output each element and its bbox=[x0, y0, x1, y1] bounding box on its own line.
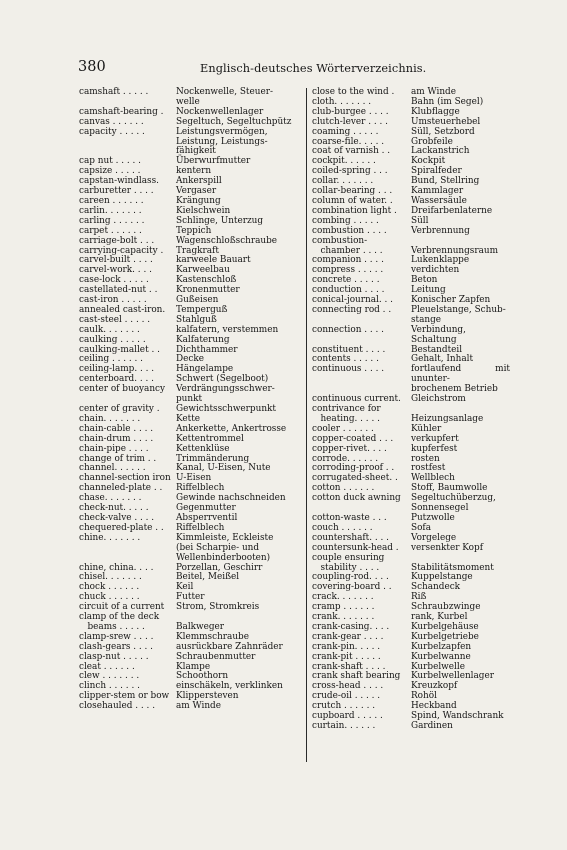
entry-term: crank. . . . . . . bbox=[312, 612, 375, 623]
entry-translation: Gewichtsschwerpunkt bbox=[176, 404, 276, 414]
entry-term: center of gravity . bbox=[79, 404, 160, 414]
entry-translation: Gardinen bbox=[411, 721, 453, 731]
entry-term: coupling-rod. . . . bbox=[312, 572, 389, 583]
entry-term: carpet . . . . . . bbox=[79, 225, 142, 236]
entry-translation: versenkter Kopf bbox=[411, 542, 483, 553]
entry-translation: Stabilitätsmoment bbox=[411, 562, 494, 573]
dictionary-entry bbox=[312, 365, 510, 385]
entry-translation: Dichthammer bbox=[176, 344, 238, 355]
entry-translation: Teppich bbox=[176, 225, 212, 236]
entry-term: ceiling-lamp. . . . bbox=[79, 364, 155, 375]
entry-term: constituent . . . . bbox=[312, 344, 386, 355]
entry-translation: Kurbelwelle bbox=[411, 661, 465, 672]
entry-term: carling . . . . . . bbox=[79, 215, 145, 226]
entry-term: chine. . . . . . . bbox=[79, 532, 141, 543]
entry-term: coarse-file. . . . . bbox=[312, 136, 385, 147]
entry-translation: Schwert (Segelboot) bbox=[176, 374, 269, 385]
entry-term: stability . . . . bbox=[312, 562, 380, 573]
entry-translation: Wellenbinderbooten) bbox=[176, 552, 271, 563]
entry-translation: Kronenmutter bbox=[176, 285, 240, 296]
entry-translation: karweele Bauart bbox=[176, 255, 251, 266]
entry-translation: Stahlguß bbox=[176, 314, 217, 325]
entry-translation: Krängung bbox=[176, 195, 221, 206]
entry-term: cooler . . . . . . bbox=[312, 423, 374, 434]
entry-term: channeled-plate . . bbox=[79, 483, 163, 494]
entry-term: companion . . . . bbox=[312, 255, 384, 266]
entry-translation: Nockenwelle, Steuer- bbox=[176, 87, 273, 97]
entry-translation: Kurbelgetriebe bbox=[411, 631, 479, 642]
entry-translation: Leistung, Leistungs- bbox=[176, 136, 268, 147]
entry-term: combustion- bbox=[312, 235, 368, 246]
entry-term: clinch . . . . . . bbox=[79, 681, 140, 692]
entry-translation: Bund, Stellring bbox=[411, 176, 480, 187]
entry-term: clamp-srew . . . . bbox=[79, 631, 154, 642]
entry-term: compress . . . . . bbox=[312, 265, 384, 276]
entry-translation: Lukenklappe bbox=[411, 255, 470, 266]
entry-translation: brochenem Betrieb bbox=[411, 384, 498, 395]
entry-term bbox=[79, 554, 176, 564]
left-column bbox=[79, 88, 301, 712]
entry-translation: Gegenmutter bbox=[176, 503, 236, 514]
entry-translation: Gewinde nachschneiden bbox=[176, 493, 286, 504]
entry-term: camshaft-bearing . bbox=[79, 106, 164, 117]
entry-translation: Beton bbox=[411, 275, 438, 286]
entry-term: clipper-stem or bow bbox=[79, 691, 170, 702]
page-number: 380 bbox=[78, 59, 106, 75]
entry-translation: Kockpit bbox=[411, 156, 446, 167]
entry-term: combustion . . . . bbox=[312, 225, 387, 236]
entry-translation: ausrückbare Zahnräder bbox=[176, 641, 283, 652]
entry-term: camshaft . . . . . bbox=[79, 87, 149, 97]
entry-term: clamp of the deck bbox=[79, 612, 160, 623]
entry-translation: kupferfest bbox=[411, 443, 458, 454]
entry-term: collar. . . . . . . bbox=[312, 176, 374, 187]
entry-term: capstan-windlass. bbox=[79, 176, 159, 187]
entry-term: cramp . . . . . . bbox=[312, 602, 375, 613]
entry-term: cross-head . . . . bbox=[312, 681, 384, 692]
entry-term: carrying-capacity . bbox=[79, 245, 164, 256]
entry-translation: Klampe bbox=[176, 661, 211, 672]
entry-translation: Klubflagge bbox=[411, 106, 460, 117]
entry-translation: Gußeisen bbox=[176, 295, 219, 306]
entry-term: corrode. . . . . . bbox=[312, 453, 379, 464]
entry-translation bbox=[411, 554, 510, 564]
entry-term: cast-steel . . . . . bbox=[79, 314, 151, 325]
entry-translation: Bestandteil bbox=[411, 344, 463, 355]
entry-term: channel-section iron bbox=[79, 473, 171, 484]
entry-translation: Temperguß bbox=[176, 304, 228, 315]
entry-term: crutch . . . . . . bbox=[312, 701, 376, 712]
entry-translation: Strom, Stromkreis bbox=[176, 602, 260, 613]
entry-translation: Balkweger bbox=[176, 621, 225, 632]
entry-translation: kalfatern, verstemmen bbox=[176, 324, 279, 335]
entry-term: crank-casing. . . . bbox=[312, 621, 390, 632]
entry-term: cupboard . . . . . bbox=[312, 711, 383, 722]
entry-term: ceiling . . . . . . bbox=[79, 354, 143, 365]
entry-translation bbox=[411, 237, 510, 247]
entry-term: centerboard. . . . bbox=[79, 374, 154, 385]
entry-term: carriage-bolt . . . bbox=[79, 235, 155, 246]
entry-translation: Rohöl bbox=[411, 691, 437, 702]
entry-term: contents . . . . . bbox=[312, 354, 379, 365]
entry-term: case-lock . . . . . bbox=[79, 275, 149, 286]
entry-term: collar-bearing . . . bbox=[312, 186, 393, 197]
entry-translation: Wagenschloßschraube bbox=[176, 235, 278, 246]
entry-term: copper-rivet. . . . bbox=[312, 443, 387, 454]
entry-term: chuck . . . . . . bbox=[79, 592, 140, 603]
entry-translation: kentern bbox=[176, 166, 212, 177]
entry-translation: Decke bbox=[176, 354, 204, 365]
page-header bbox=[78, 59, 489, 79]
entry-term: copper-coated . . . bbox=[312, 433, 394, 444]
right-column bbox=[312, 88, 510, 732]
entry-term: crank-pit . . . . . bbox=[312, 651, 381, 662]
entry-term: channel. . . . . . bbox=[79, 463, 146, 474]
entry-translation: verdichten bbox=[411, 265, 460, 276]
entry-translation: Keil bbox=[176, 582, 194, 593]
entry-term: crack. . . . . . . bbox=[312, 592, 374, 603]
entry-translation: rank, Kurbel bbox=[411, 612, 468, 623]
dictionary-entry bbox=[79, 702, 301, 712]
entry-translation: Kettentrommel bbox=[176, 433, 244, 444]
entry-term: corrugated-sheet. . bbox=[312, 473, 398, 484]
entry-translation: Schlinge, Unterzug bbox=[176, 215, 264, 226]
dictionary-entry bbox=[312, 326, 510, 346]
entry-translation: Kalfaterung bbox=[176, 334, 230, 345]
entry-term: chain-drum . . . . bbox=[79, 433, 154, 444]
entry-term: closehauled . . . . bbox=[79, 701, 156, 712]
entry-term: careen . . . . . . bbox=[79, 195, 144, 206]
entry-term: castellated-nut . . bbox=[79, 285, 158, 296]
entry-translation: Kielschwein bbox=[176, 205, 231, 216]
entry-translation: Bahn (im Segel) bbox=[411, 96, 484, 107]
entry-term bbox=[79, 544, 176, 554]
entry-term: circuit of a current bbox=[79, 602, 165, 613]
entry-translation: Karweelbau bbox=[176, 265, 230, 276]
entry-translation: Schandeck bbox=[411, 582, 461, 593]
entry-translation: stange bbox=[411, 314, 442, 325]
entry-term: chain. . . . . . . bbox=[79, 413, 141, 424]
entry-translation: Schoothorn bbox=[176, 671, 229, 682]
entry-term: center of buoyancy bbox=[79, 384, 166, 395]
entry-translation: Futter bbox=[176, 592, 205, 603]
entry-term: cast-iron . . . . . bbox=[79, 295, 147, 306]
entry-translation: Kimmleiste, Eckleiste bbox=[176, 532, 274, 543]
entry-translation: Spind, Wandschrank bbox=[411, 711, 504, 722]
entry-term: cotton . . . . . . bbox=[312, 483, 375, 494]
entry-term bbox=[79, 138, 176, 148]
entry-term: crank-gear . . . . bbox=[312, 631, 384, 642]
entry-term: clew . . . . . . . bbox=[79, 671, 140, 682]
entry-translation: Segeltuchüberzug, bbox=[411, 493, 496, 504]
entry-translation: verkupfert bbox=[411, 433, 459, 444]
entry-translation: Kette bbox=[176, 413, 201, 424]
entry-translation: Vorgelege bbox=[411, 532, 457, 543]
entry-translation: Kuppelstange bbox=[411, 572, 473, 583]
entry-translation: Ankerkette, Ankertrosse bbox=[176, 423, 287, 434]
entry-translation: Umsteuerhebel bbox=[411, 116, 481, 127]
entry-term: coiled-spring . . . bbox=[312, 166, 388, 177]
entry-term: crank shaft bearing bbox=[312, 671, 401, 682]
entry-term: connection . . . . bbox=[312, 324, 385, 335]
entry-translation: Kurbelgehäuse bbox=[411, 621, 479, 632]
entry-translation: einschäkeln, verklinken bbox=[176, 681, 283, 692]
entry-term: beams . . . . . bbox=[79, 621, 145, 632]
entry-translation: am Winde bbox=[176, 701, 221, 712]
entry-translation: Leitung bbox=[411, 285, 446, 296]
entry-translation: Ankerspill bbox=[176, 176, 222, 187]
entry-term: chock . . . . . . bbox=[79, 582, 140, 593]
entry-translation: Süll bbox=[411, 215, 429, 226]
entry-translation: Heckband bbox=[411, 701, 457, 712]
entry-term: cloth. . . . . . . bbox=[312, 96, 372, 107]
entry-term: clash-gears . . . . bbox=[79, 641, 153, 652]
entry-term: canvas . . . . . . bbox=[79, 116, 144, 127]
entry-term: caulking . . . . . bbox=[79, 334, 146, 345]
dictionary-entry bbox=[312, 554, 510, 564]
entry-translation: Kühler bbox=[411, 423, 442, 434]
entry-term: carvel-work. . . . bbox=[79, 265, 152, 276]
entry-term: clasp-nut . . . . . bbox=[79, 651, 149, 662]
entry-term: continuous current. bbox=[312, 394, 401, 405]
entry-term: cap nut . . . . . bbox=[79, 156, 141, 167]
entry-term: clutch-lever . . . . bbox=[312, 116, 388, 127]
entry-term: cockpit. . . . . . bbox=[312, 156, 376, 167]
entry-term: column of water. . bbox=[312, 195, 393, 206]
entry-term: coaming . . . . . bbox=[312, 126, 379, 137]
entry-translation: Lackanstrich bbox=[411, 146, 470, 157]
entry-translation: Nockenwellenlager bbox=[176, 106, 264, 117]
entry-translation: Klemmschraube bbox=[176, 631, 249, 642]
entry-translation: Riffelblech bbox=[176, 522, 225, 533]
entry-translation: Spiralfeder bbox=[411, 166, 462, 177]
entry-translation: Vergaser bbox=[176, 186, 217, 197]
entry-term: covering-board . . bbox=[312, 582, 392, 593]
entry-translation: Gleichstrom bbox=[411, 394, 466, 405]
entry-term: coat of varnish . . bbox=[312, 146, 391, 157]
entry-translation: Verdrängungsschwer- bbox=[176, 384, 275, 395]
entry-translation: Klippersteven bbox=[176, 691, 239, 702]
entry-term: cotton duck awning bbox=[312, 493, 401, 504]
entry-term: curtain. . . . . . bbox=[312, 721, 376, 731]
entry-term: heating. . . . . bbox=[312, 413, 380, 424]
entry-translation: Kurbelwanne bbox=[411, 651, 471, 662]
entry-term: chain-cable . . . . bbox=[79, 423, 154, 434]
entry-translation: Süll, Setzbord bbox=[411, 126, 475, 137]
entry-term: caulk. . . . . . . bbox=[79, 324, 140, 335]
entry-translation: rostfest bbox=[411, 463, 446, 474]
entry-term: crank-shaft . . . . bbox=[312, 661, 386, 672]
entry-term: couch . . . . . . bbox=[312, 522, 373, 533]
entry-translation: Riß bbox=[411, 592, 427, 603]
entry-translation: Verbrennung bbox=[411, 225, 470, 236]
entry-translation: Konischer Zapfen bbox=[411, 295, 491, 306]
entry-term: carburetter . . . . bbox=[79, 186, 154, 197]
entry-translation: Putzwolle bbox=[411, 512, 455, 523]
entry-translation: Schraubzwinge bbox=[411, 602, 481, 613]
entry-term: chine, china. . . . bbox=[79, 562, 154, 573]
entry-translation: Porzellan, Geschirr bbox=[176, 562, 263, 573]
entry-translation: U-Eisen bbox=[176, 473, 212, 484]
entry-translation: Trimmänderung bbox=[176, 453, 250, 464]
entry-term: countersunk-head . bbox=[312, 542, 399, 553]
entry-term: close to the wind . bbox=[312, 87, 395, 97]
entry-term: annealed cast-iron. bbox=[79, 304, 166, 315]
entry-translation: rosten bbox=[411, 453, 440, 464]
entry-term: check-valve . . . . bbox=[79, 512, 155, 523]
entry-translation: Beitel, Meißel bbox=[176, 572, 240, 583]
entry-translation: punkt bbox=[176, 394, 203, 405]
entry-translation: Kettenklüse bbox=[176, 443, 230, 454]
entry-term: check-nut. . . . . bbox=[79, 503, 149, 514]
entry-term: chain-pipe . . . . bbox=[79, 443, 149, 454]
dictionary-entry bbox=[79, 554, 301, 564]
column-divider bbox=[306, 88, 307, 762]
entry-translation: Heizungsanlage bbox=[411, 413, 484, 424]
entry-translation: Leistungsvermögen, bbox=[176, 126, 268, 137]
entry-term: chamber . . . . bbox=[312, 245, 383, 256]
entry-translation: Verbindung, Schaltung bbox=[411, 324, 466, 345]
entry-translation: Überwurfmutter bbox=[176, 156, 251, 167]
entry-translation: Kastenschloß bbox=[176, 275, 237, 286]
entry-term: chase. . . . . . . bbox=[79, 493, 142, 504]
entry-term: capsize . . . . . bbox=[79, 166, 141, 177]
entry-term: change of trim . . bbox=[79, 453, 157, 464]
entry-term: combing . . . . . bbox=[312, 215, 379, 226]
entry-translation: Wassersäule bbox=[411, 195, 467, 206]
entry-translation: Kurbelzapfen bbox=[411, 641, 472, 652]
entry-term: chequered-plate . . bbox=[79, 522, 164, 533]
entry-translation: Kreuzkopf bbox=[411, 681, 458, 692]
entry-translation: am Winde bbox=[411, 87, 456, 97]
entry-translation: (bei Scharpie- und bbox=[176, 542, 260, 553]
entry-term: crank-pin. . . . . bbox=[312, 641, 381, 652]
entry-translation: Sofa bbox=[411, 522, 431, 533]
entry-translation: Tragkraft bbox=[176, 245, 219, 256]
entry-term: connecting rod . . bbox=[312, 304, 392, 315]
entry-translation: Pleuelstange, Schub- bbox=[411, 304, 506, 315]
running-title: Englisch-deutsches Wörterverzeichnis. bbox=[200, 62, 427, 75]
entry-translation: Grobfeile bbox=[411, 136, 453, 147]
entry-term: combination light . bbox=[312, 205, 397, 216]
entry-translation: Kurbelwellenlager bbox=[411, 671, 494, 682]
entry-term: conical-journal. . . bbox=[312, 295, 393, 306]
entry-translation: Kammlager bbox=[411, 186, 464, 197]
entry-translation: fortlaufend mit ununter- bbox=[411, 364, 510, 385]
entry-term: cotton-waste . . . bbox=[312, 512, 387, 523]
entry-term: contrivance for bbox=[312, 404, 381, 414]
entry-translation: welle bbox=[176, 96, 200, 107]
entry-term: caulking-mallet . . bbox=[79, 344, 160, 355]
entry-term: club-burgee . . . . bbox=[312, 106, 389, 117]
dictionary-entry bbox=[312, 237, 510, 247]
entry-term: capacity . . . . . bbox=[79, 126, 145, 137]
entry-translation: Riffelblech bbox=[176, 483, 225, 494]
entry-term: carvel-built . . . . bbox=[79, 255, 153, 266]
dictionary-entry bbox=[79, 237, 301, 247]
entry-term: chisel. . . . . . . bbox=[79, 572, 142, 583]
entry-translation: Verbrennungsraum bbox=[411, 245, 499, 256]
entry-translation: Schraubenmutter bbox=[176, 651, 256, 662]
entry-term: crude-oil . . . . . bbox=[312, 691, 381, 702]
entry-term: couple ensuring bbox=[312, 552, 385, 563]
entry-term: cleat . . . . . . bbox=[79, 661, 135, 672]
entry-term: conduction . . . . bbox=[312, 285, 385, 296]
entry-translation: Sonnensegel bbox=[411, 503, 469, 514]
entry-translation: Dreifarbenlaterne bbox=[411, 205, 493, 216]
entry-term: continuous . . . . bbox=[312, 364, 385, 375]
entry-translation: Gehalt, Inhalt bbox=[411, 354, 474, 365]
entry-translation: fähigkeit bbox=[176, 146, 216, 157]
entry-term: concrete . . . . . bbox=[312, 275, 380, 286]
entry-term: corroding-proof . . bbox=[312, 463, 395, 474]
entry-translation: Wellblech bbox=[411, 473, 455, 484]
entry-translation: Absperrventil bbox=[176, 512, 238, 523]
entry-term: carlin. . . . . . . bbox=[79, 205, 142, 216]
entry-translation: Kanal, U-Eisen, Nute bbox=[176, 463, 271, 474]
entry-term: countershaft. . . . bbox=[312, 532, 389, 543]
dictionary-entry bbox=[312, 722, 510, 732]
entry-translation: Segeltuch, Segeltuchpütz bbox=[176, 116, 292, 127]
entry-translation: Stoff, Baumwolle bbox=[411, 483, 488, 494]
entry-translation: Hängelampe bbox=[176, 364, 234, 375]
